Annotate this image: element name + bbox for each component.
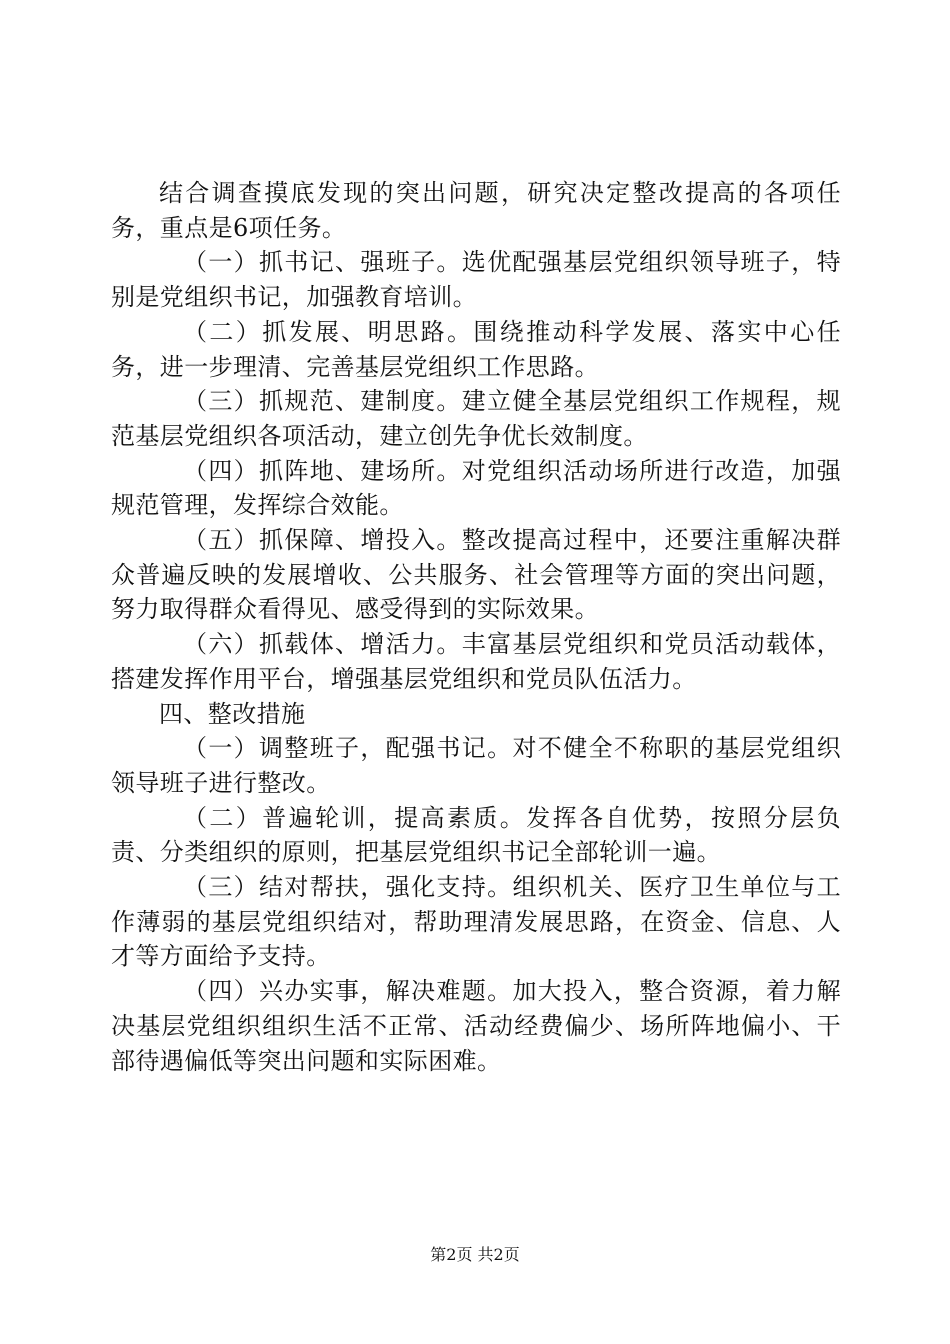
paragraph-measure-1: （一）调整班子，配强书记。对不健全不称职的基层党组织领导班子进行整改。 bbox=[111, 734, 841, 797]
paragraph-task-5: （五）抓保障、增投入。整改提高过程中，还要注重解决群众普遍反映的发展增收、公共服务、社会管理等方面的突出问题，努力取得群众看得见、感受得到的实际效果。 bbox=[111, 526, 841, 624]
paragraph-measure-2: （二）普遍轮训，提高素质。发挥各自优势，按照分层负责、分类组织的原则，把基层党组织书记全部轮训一遍。 bbox=[111, 803, 841, 867]
paragraph-intro: 结合调查摸底发现的突出问题，研究决定整改提高的各项任务，重点是6项任务。 bbox=[111, 179, 841, 242]
paragraph-task-1: （一）抓书记、强班子。选优配强基层党组织领导班子，特别是党组织书记，加强教育培训。 bbox=[111, 248, 841, 312]
document-body bbox=[111, 176, 841, 1078]
paragraph-measure-4: （四）兴办实事，解决难题。加大投入，整合资源，着力解决基层党组织组织生活不正常、活动经费偏少、场所阵地偏小、干部待遇偏低等突出问题和实际困难。 bbox=[111, 977, 841, 1075]
paragraph-measure-3: （三）结对帮扶，强化支持。组织机关、医疗卫生单位与工作薄弱的基层党组织结对，帮助理清发展思路，在资金、信息、人才等方面给予支持。 bbox=[111, 873, 841, 971]
paragraph-task-2: （二）抓发展、明思路。围绕推动科学发展、落实中心任务，进一步理清、完善基层党组织工作思路。 bbox=[111, 317, 841, 381]
paragraph-task-4: （四）抓阵地、建场所。对党组织活动场所进行改造，加强规范管理，发挥综合效能。 bbox=[111, 456, 841, 520]
section-heading-measures: 四、整改措施 bbox=[159, 699, 306, 728]
paragraph-task-3: （三）抓规范、建制度。建立健全基层党组织工作规程，规范基层党组织各项活动，建立创先争优长效制度。 bbox=[111, 387, 841, 450]
paragraph-task-6: （六）抓载体、增活力。丰富基层党组织和党员活动载体，搭建发挥作用平台，增强基层党组织和党员队伍活力。 bbox=[111, 630, 841, 693]
page-number-footer: 第2页 共2页 bbox=[430, 1245, 520, 1264]
